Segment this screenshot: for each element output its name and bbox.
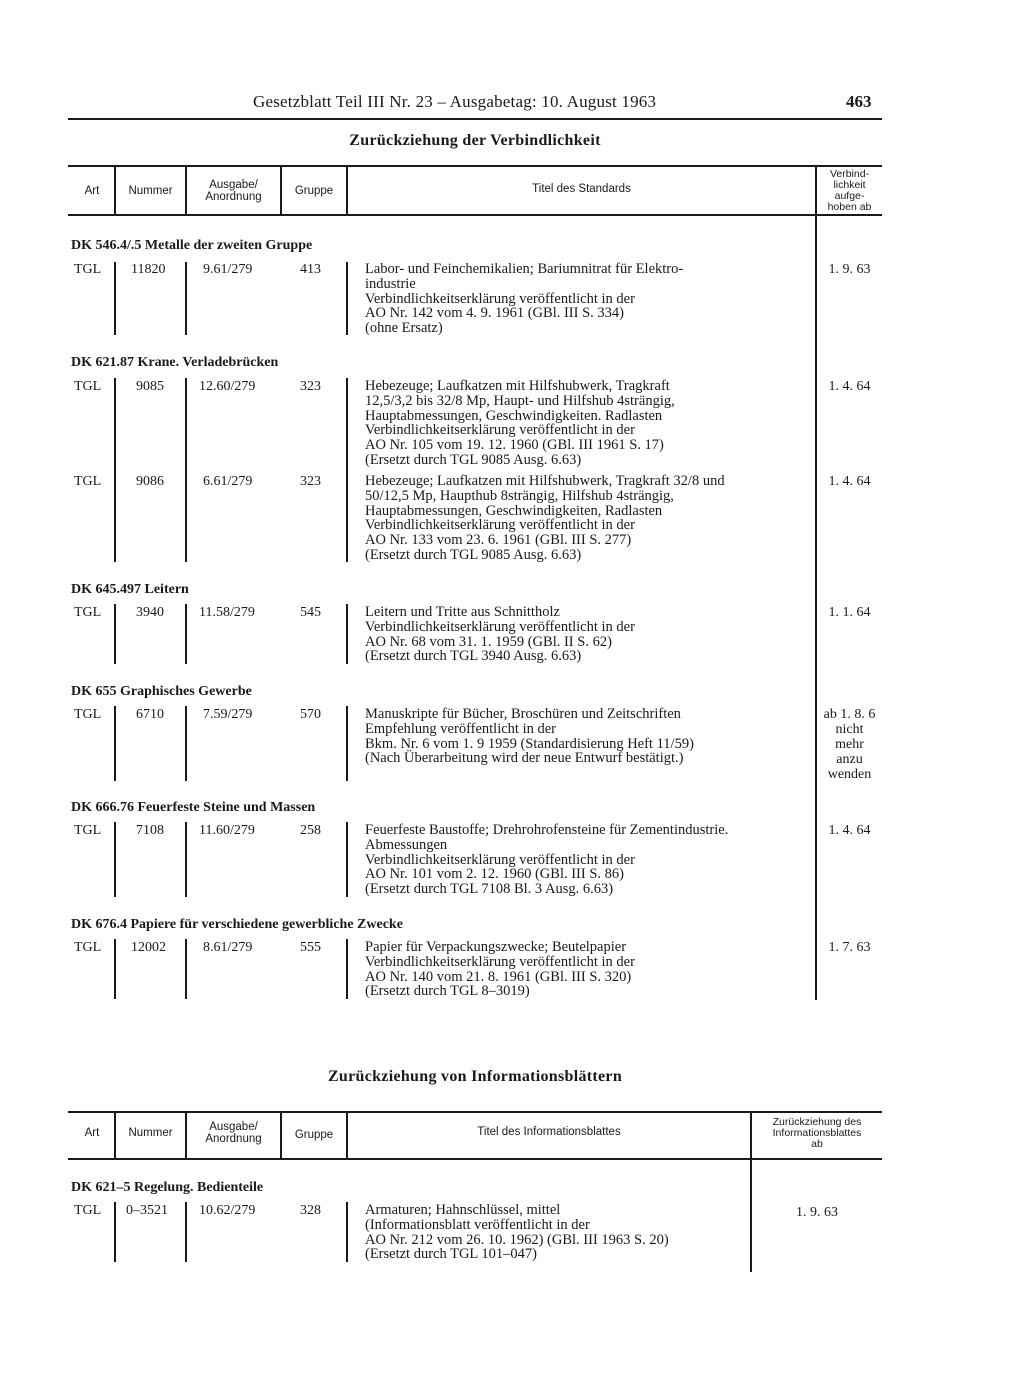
row-sep xyxy=(185,822,187,897)
row-sep xyxy=(114,706,116,781)
cell-titel: Armaturen; Hahnschlüssel, mittel (Informationsblatt veröffentlicht in der AO Nr. 212 vom 26. 10. 1962) (GBl. III 1963 S. 20) (Ersetzt durch TGL 101–047) xyxy=(365,1202,669,1263)
cell-date: 1. 1. 64 xyxy=(828,605,871,620)
cell-ausgabe: 7.59/279 xyxy=(203,707,253,722)
col-nummer: Nummer xyxy=(128,185,173,197)
table2-header-bottom-rule xyxy=(68,1158,882,1160)
group-heading: DK 645.497 Leitern xyxy=(71,582,189,597)
row-sep xyxy=(185,706,187,781)
cell-gruppe: 328 xyxy=(300,1203,321,1218)
cell-gruppe: 258 xyxy=(300,823,321,838)
cell-titel: Manuskripte für Bücher, Broschüren und Zeitschriften Empfehlung veröffentlicht in der Bkm. Nr. 6 vom 1. 9 1959 (Standardisierung Heft 11/59) (Nach Überarbeitung wird der neue Entwurf bestätigt.) xyxy=(365,706,694,767)
col-gruppe: Gruppe xyxy=(294,185,334,197)
cell-gruppe: 413 xyxy=(300,262,321,277)
row-sep xyxy=(114,262,116,335)
cell-titel: Leitern und Tritte aus Schnittholz Verbindlichkeitserklärung veröffentlicht in der AO Nr. 68 vom 31. 1. 1959 (GBl. II S. 62) (Ersetzt durch TGL 3940 Ausg. 6.63) xyxy=(365,604,635,665)
col-ausgabe: Ausgabe/ Anordnung xyxy=(205,1121,262,1145)
row-sep xyxy=(346,1202,348,1262)
cell-gruppe: 323 xyxy=(300,379,321,394)
row-sep xyxy=(185,939,187,999)
cell-date: 1. 4. 64 xyxy=(828,379,871,394)
cell-ausgabe: 8.61/279 xyxy=(203,940,253,955)
cell-titel: Labor- und Feinchemikalien; Bariumnitrat für Elektro- industrie Verbindlichkeitserklärung veröffentlicht in der AO Nr. 142 vom 4. 9. 1961 (GBl. III S. 334) (ohne Ersatz) xyxy=(365,261,684,337)
col-aufgehoben: Zurückziehung des Informationsblattes ab xyxy=(772,1116,862,1150)
col-art: Art xyxy=(84,1127,100,1139)
row-sep xyxy=(185,378,187,562)
cell-nummer: 11820 xyxy=(131,262,166,277)
cell-date: 1. 9. 63 xyxy=(796,1205,838,1220)
group-heading: DK 546.4/.5 Metalle der zweiten Gruppe xyxy=(71,238,313,253)
cell-gruppe: 545 xyxy=(300,605,321,620)
group-heading: DK 655 Graphisches Gewerbe xyxy=(71,684,252,699)
col-titel: Titel des Informationsblattes xyxy=(477,1126,621,1138)
cell-date: 1. 4. 64 xyxy=(828,823,871,838)
row-sep xyxy=(114,1202,116,1262)
cell-nummer: 9085 xyxy=(136,379,164,394)
page-header: Gesetzblatt Teil III Nr. 23 – Ausgabetag: 10. August 1963 xyxy=(253,92,657,111)
cell-date: 1. 4. 64 xyxy=(828,474,871,489)
cell-nummer: 12002 xyxy=(131,940,166,955)
cell-ausgabe: 11.58/279 xyxy=(199,605,255,620)
cell-art: TGL xyxy=(74,605,102,620)
cell-ausgabe: 11.60/279 xyxy=(199,823,255,838)
row-sep xyxy=(346,378,348,562)
cell-art: TGL xyxy=(74,1203,102,1218)
cell-gruppe: 555 xyxy=(300,940,321,955)
cell-date: 1. 9. 63 xyxy=(828,262,871,277)
row-sep xyxy=(346,262,348,335)
group-heading: DK 666.76 Feuerfeste Steine und Massen xyxy=(71,800,316,815)
cell-titel: Hebezeuge; Laufkatzen mit Hilfshubwerk, Tragkraft 12,5/3,2 bis 32/8 Mp, Haupt- und Hilfshub 4strängig, Hauptabmessungen, Geschwindigkeiten. Radlasten Verbindlichkeitserklärung veröffentlicht in der AO Nr. 105 vom 19. 12. 1960 (GBl. III 1961 S. 17) (Ersetzt durch TGL 9085 Ausg. 6.63) xyxy=(365,378,675,468)
table1-header-bottom-rule xyxy=(68,214,882,216)
row-sep xyxy=(185,262,187,335)
cell-ausgabe: 12.60/279 xyxy=(199,379,256,394)
col-aufgehoben: Verbind- lichkeit aufge- hoben ab xyxy=(827,168,872,213)
row-sep xyxy=(185,604,187,664)
cell-date: ab 1. 8. 6 nicht mehr anzu wenden xyxy=(823,707,876,782)
header-rule xyxy=(68,118,882,120)
cell-art: TGL xyxy=(74,823,102,838)
cell-ausgabe: 6.61/279 xyxy=(203,474,253,489)
cell-ausgabe: 9.61/279 xyxy=(203,262,253,277)
cell-titel: Hebezeuge; Laufkatzen mit Hilfshubwerk, Tragkraft 32/8 und 50/12,5 Mp, Haupthub 8strängig, Hilfshub 4strängig, Hauptabmessungen, Geschwindigkeiten, Radlasten Verbindlichkeitserklärung veröffentlicht in der AO Nr. 133 vom 23. 6. 1961 (GBl. III S. 277) (Ersetzt durch TGL 9085 Ausg. 6.63) xyxy=(365,473,725,563)
cell-nummer: 3940 xyxy=(136,605,164,620)
page-number: 463 xyxy=(846,92,872,111)
table1-top-rule xyxy=(68,165,882,167)
cell-nummer: 9086 xyxy=(136,474,164,489)
col-gruppe: Gruppe xyxy=(294,1129,334,1141)
cell-gruppe: 323 xyxy=(300,474,321,489)
group-heading: DK 621–5 Regelung. Bedienteile xyxy=(71,1180,264,1195)
col-nummer: Nummer xyxy=(128,1127,173,1139)
col-art: Art xyxy=(84,185,100,197)
cell-date: 1. 7. 63 xyxy=(828,940,871,955)
cell-nummer: 6710 xyxy=(136,707,164,722)
row-sep xyxy=(114,822,116,897)
row-sep xyxy=(185,1202,187,1262)
cell-titel: Feuerfeste Baustoffe; Drehrohrofensteine für Zementindustrie. Abmessungen Verbindlichkeitserklärung veröffentlicht in der AO Nr. 101 vom 2. 12. 1960 (GBl. III S. 86) (Ersetzt durch TGL 7108 Bl. 3 Ausg. 6.63) xyxy=(365,822,729,898)
table2-top-rule xyxy=(68,1111,882,1113)
cell-art: TGL xyxy=(74,262,102,277)
row-sep xyxy=(114,939,116,999)
row-sep xyxy=(346,706,348,781)
cell-art: TGL xyxy=(74,940,102,955)
row-sep xyxy=(114,604,116,664)
table1-title: Zurückziehung der Verbindlichkeit xyxy=(349,132,601,149)
cell-art: TGL xyxy=(74,707,102,722)
cell-ausgabe: 10.62/279 xyxy=(199,1203,256,1218)
row-sep xyxy=(114,378,116,562)
cell-nummer: 7108 xyxy=(136,823,164,838)
cell-titel: Papier für Verpackungszwecke; Beutelpapier Verbindlichkeitserklärung veröffentlicht in der AO Nr. 140 vom 21. 8. 1961 (GBl. III S. 320) (Ersetzt durch TGL 8–3019) xyxy=(365,939,635,1000)
group-heading: DK 621.87 Krane. Verladebrücken xyxy=(71,355,279,370)
col-titel: Titel des Standards xyxy=(532,183,631,195)
table2-title: Zurückziehung von Informationsblättern xyxy=(327,1068,623,1085)
group-heading: DK 676.4 Papiere für verschiedene gewerbliche Zwecke xyxy=(71,917,403,932)
row-sep xyxy=(346,822,348,897)
cell-gruppe: 570 xyxy=(300,707,321,722)
row-sep xyxy=(346,939,348,999)
cell-art: TGL xyxy=(74,379,102,394)
cell-art: TGL xyxy=(74,474,102,489)
col-ausgabe: Ausgabe/ Anordnung xyxy=(205,179,262,203)
cell-nummer: 0–3521 xyxy=(126,1203,168,1218)
row-sep xyxy=(346,604,348,664)
